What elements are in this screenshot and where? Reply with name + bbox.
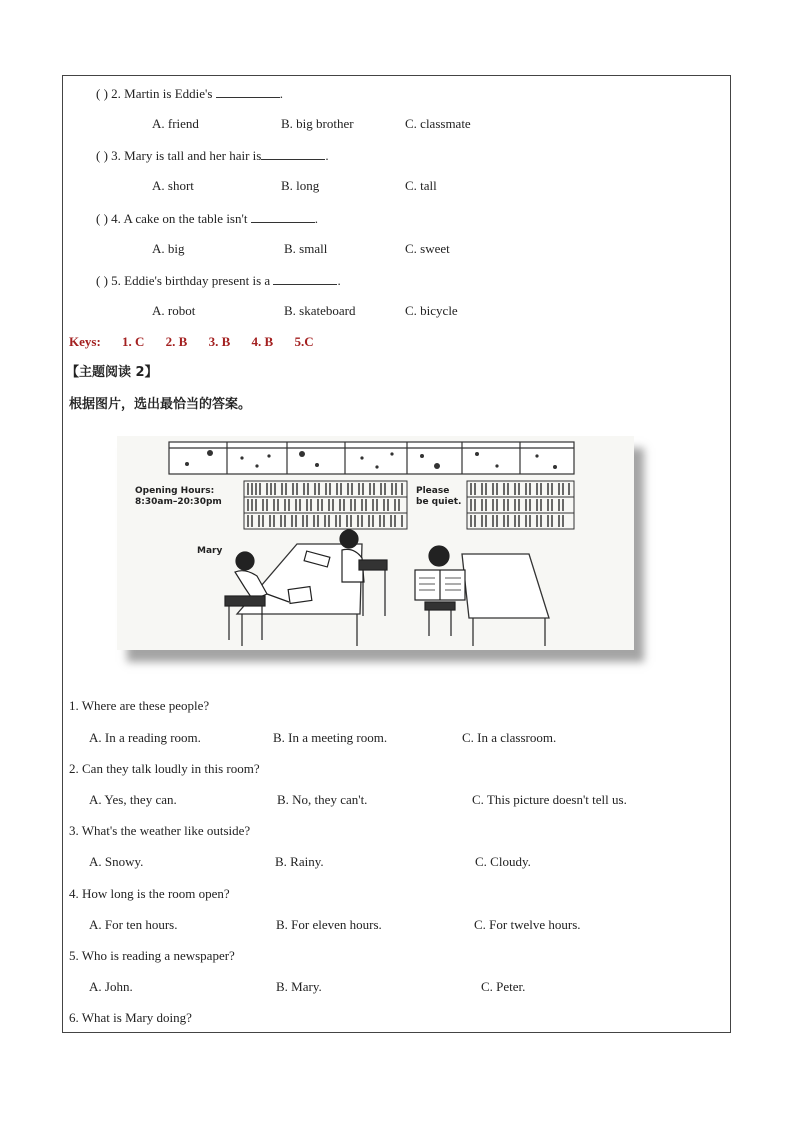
q3-option-a: A. short bbox=[152, 178, 194, 193]
rq3-option-b: B. Rainy. bbox=[275, 854, 324, 869]
reading-question-3: 3. What's the weather like outside? bbox=[69, 823, 251, 838]
rq1-option-a: A. In a reading room. bbox=[89, 730, 201, 745]
reading-room-picture bbox=[117, 436, 634, 650]
answer-keys bbox=[69, 334, 332, 350]
john-head bbox=[340, 530, 358, 548]
peter-head bbox=[429, 546, 449, 566]
question-2: ( ) 2. Martin is Eddie's . bbox=[96, 86, 283, 101]
section-instruction: 根据图片，选出最恰当的答案。 bbox=[69, 397, 252, 412]
q5-option-c: C. bicycle bbox=[405, 303, 458, 318]
answer-blank[interactable] bbox=[216, 85, 280, 98]
key-1: 1. C bbox=[122, 334, 145, 349]
answer-blank[interactable] bbox=[273, 272, 337, 285]
mary-head bbox=[236, 552, 254, 570]
q4-option-a: A. big bbox=[152, 241, 185, 256]
answer-blank[interactable] bbox=[251, 210, 315, 223]
rq4-option-b: B. For eleven hours. bbox=[276, 917, 382, 932]
key-5: 5.C bbox=[294, 334, 314, 349]
opening-hours-label: Opening Hours: bbox=[135, 486, 215, 496]
quiet-sign-line1: Please bbox=[416, 486, 450, 496]
tables bbox=[237, 544, 549, 646]
question-4: ( ) 4. A cake on the table isn't . bbox=[96, 211, 318, 226]
rq5-option-c: C. Peter. bbox=[481, 979, 526, 994]
rq2-option-c: C. This picture doesn't tell us. bbox=[472, 792, 627, 807]
rq5-option-b: B. Mary. bbox=[276, 979, 322, 994]
rq1-option-c: C. In a classroom. bbox=[462, 730, 557, 745]
rq1-option-b: B. In a meeting room. bbox=[273, 730, 388, 745]
rq4-option-c: C. For twelve hours. bbox=[474, 917, 581, 932]
question-3: ( ) 3. Mary is tall and her hair is . bbox=[96, 148, 329, 163]
rq3-option-a: A. Snowy. bbox=[89, 854, 144, 869]
label-mary: Mary bbox=[197, 546, 223, 556]
q4-option-b: B. small bbox=[284, 241, 328, 256]
rq4-option-a: A. For ten hours. bbox=[89, 917, 178, 932]
section-heading: 【主题阅读 2】 bbox=[66, 365, 158, 380]
rq2-option-a: A. Yes, they can. bbox=[89, 792, 177, 807]
reading-room-illustration bbox=[117, 436, 634, 650]
q5-option-a: A. robot bbox=[152, 303, 196, 318]
reading-question-4: 4. How long is the room open? bbox=[69, 886, 230, 901]
key-4: 4. B bbox=[251, 334, 274, 349]
q2-option-b: B. big brother bbox=[281, 116, 354, 131]
key-3: 3. B bbox=[208, 334, 231, 349]
opening-hours-time: 8:30am–20:30pm bbox=[135, 497, 222, 507]
rq2-option-b: B. No, they can't. bbox=[277, 792, 368, 807]
question-5: ( ) 5. Eddie's birthday present is a . bbox=[96, 273, 341, 288]
answer-blank[interactable] bbox=[261, 147, 325, 160]
keys-label: Keys: bbox=[69, 334, 101, 349]
rq3-option-c: C. Cloudy. bbox=[475, 854, 531, 869]
reading-question-6: 6. What is Mary doing? bbox=[69, 1010, 192, 1025]
reading-question-1: 1. Where are these people? bbox=[69, 698, 210, 713]
rq5-option-a: A. John. bbox=[89, 979, 133, 994]
q3-option-b: B. long bbox=[281, 178, 320, 193]
quiet-sign-line2: be quiet. bbox=[416, 497, 462, 507]
q3-option-c: C. tall bbox=[405, 178, 437, 193]
q4-option-c: C. sweet bbox=[405, 241, 450, 256]
q2-option-a: A. friend bbox=[152, 116, 199, 131]
key-2: 2. B bbox=[165, 334, 188, 349]
reading-question-2: 2. Can they talk loudly in this room? bbox=[69, 761, 260, 776]
reading-question-5: 5. Who is reading a newspaper? bbox=[69, 948, 235, 963]
books bbox=[248, 483, 569, 527]
window-frame bbox=[169, 442, 574, 474]
q2-option-c: C. classmate bbox=[405, 116, 471, 131]
q5-option-b: B. skateboard bbox=[284, 303, 356, 318]
right-table bbox=[462, 554, 549, 618]
